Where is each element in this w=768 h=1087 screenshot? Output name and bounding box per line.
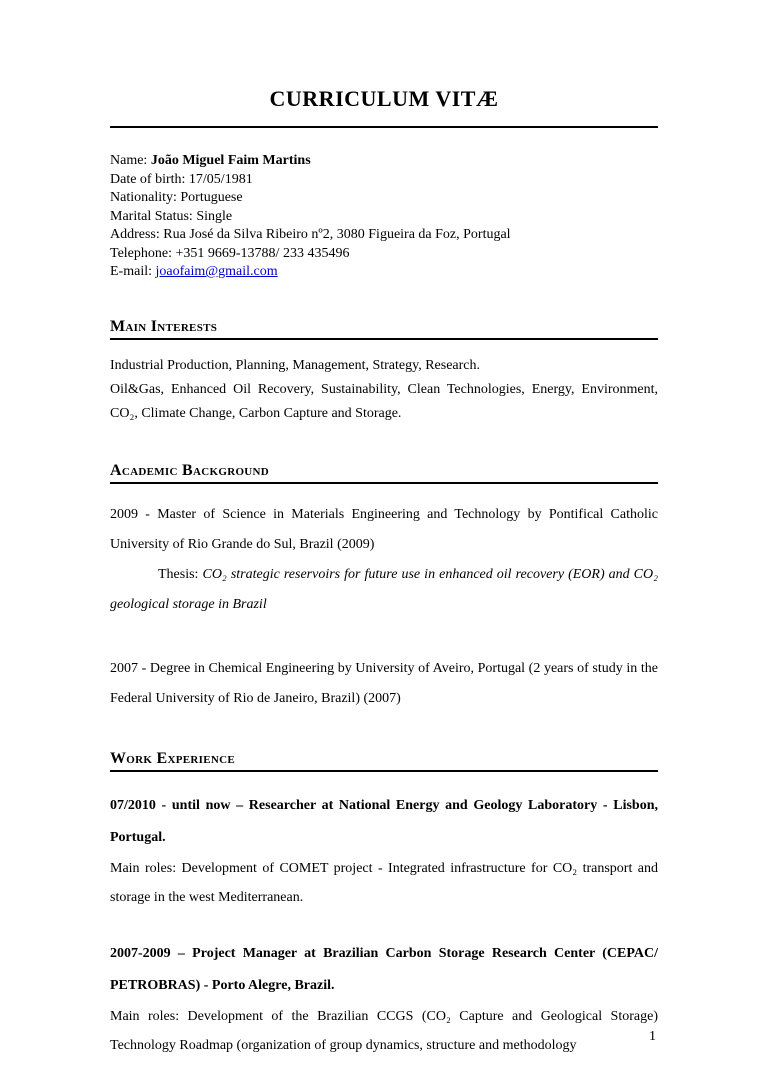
title-rule bbox=[110, 126, 658, 128]
academic-thesis-paragraph bbox=[110, 560, 658, 620]
telephone-line: Telephone: +351 9669-13788/ 233 435496 bbox=[110, 245, 350, 261]
thesis-text: CO₂ strategic reservoirs for future use in enhanced oil recovery (EOR) and CO₂ geological storage in Brazil bbox=[110, 566, 658, 612]
email-line bbox=[110, 263, 658, 282]
main-interests-line1: Industrial Production, Planning, Management, Strategy, Research. bbox=[110, 357, 481, 373]
main-interests-line2: Oil&Gas, Enhanced Oil Recovery, Sustainability, Clean Technologies, Energy, Environment, CO₂, Climate Change, Carbon Capture and Storage. bbox=[110, 381, 658, 421]
dob-line: Date of birth: 17/05/1981 bbox=[110, 171, 253, 187]
name-line bbox=[110, 152, 658, 171]
address-line: Address: Rua José da Silva Ribeiro nº2, 3080 Figueira da Foz, Portugal bbox=[110, 227, 511, 242]
personal-info bbox=[110, 152, 658, 282]
main-interests-paragraph bbox=[110, 354, 658, 426]
job2-roles: Main roles: Development of the Brazilian CCGS (CO₂ Capture and Geological Storage) Technology Roadmap (organization of group dynamics, structure and methodology bbox=[110, 1008, 658, 1053]
marital-status-line: Marital Status: Single bbox=[110, 208, 233, 224]
nationality-line: Nationality: Portuguese bbox=[110, 190, 243, 205]
thesis-label: Thesis: bbox=[158, 566, 203, 582]
job2-heading: 2007-2009 – Project Manager at Brazilian Carbon Storage Research Center (CEPAC/ PETROBRAS) - Porto Alegre, Brazil. bbox=[110, 945, 658, 993]
section-header-academic-background: Academic Background bbox=[110, 462, 658, 484]
page-title: CURRICULUM VITÆ bbox=[269, 86, 499, 111]
section-header-work-experience: Work Experience bbox=[110, 750, 658, 772]
page-number: 1 bbox=[649, 1029, 656, 1044]
academic-masters-paragraph: 2009 - Master of Science in Materials Engineering and Technology by Pontifical Catholic University of Rio Grande do Sul, Brazil (2009) bbox=[110, 506, 658, 552]
email-link[interactable]: joaofaim@gmail.com bbox=[155, 264, 278, 279]
email-label: E-mail: bbox=[110, 264, 156, 279]
academic-degree-paragraph: 2007 - Degree in Chemical Engineering by University of Aveiro, Portugal (2 years of study in the Federal University of Rio de Janeiro, Brazil) (2007) bbox=[110, 660, 658, 706]
name-value: João Miguel Faim Martins bbox=[150, 153, 311, 168]
job1-roles: Main roles: Development of COMET project - Integrated infrastructure for CO₂ transport and storage in the west Mediterranean. bbox=[110, 860, 658, 905]
name-label: Name: bbox=[110, 153, 151, 168]
section-header-main-interests: Main Interests bbox=[110, 318, 658, 340]
job1-heading: 07/2010 - until now – Researcher at National Energy and Geology Laboratory - Lisbon, Portugal. bbox=[110, 797, 658, 845]
